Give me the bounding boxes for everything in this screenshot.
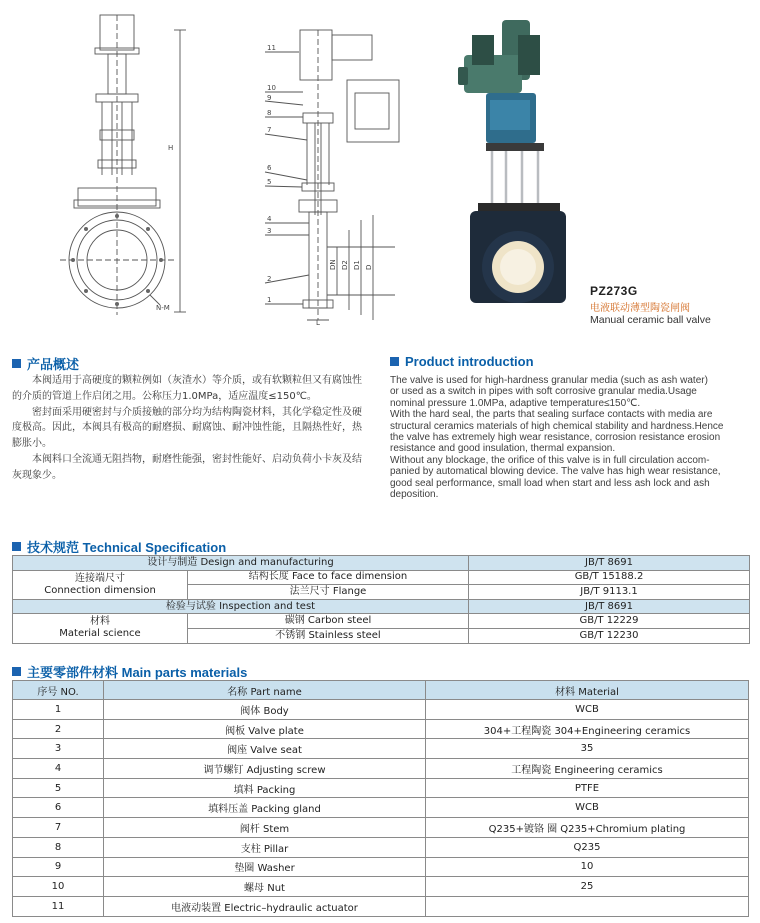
cell-part-name: 支柱 Pillar [104, 837, 426, 857]
table-row [13, 778, 749, 798]
intro-cn-heading: 产品概述 [12, 354, 79, 373]
column-header-part-name: 名称 Part name [104, 681, 426, 700]
cell-material: PTFE [426, 778, 749, 798]
spec-row-connection-1 [13, 570, 750, 585]
dim-dn: DN [329, 259, 337, 270]
dim-d: D [365, 264, 373, 270]
cell-material: 工程陶瓷 Engineering ceramics [426, 759, 749, 779]
table-row [13, 798, 749, 818]
spec-value: JB/T 8691 [469, 599, 750, 614]
callout-8: 8 [267, 109, 272, 117]
cell-part-name: 调节螺钉 Adjusting screw [104, 759, 426, 779]
spec-group-connection: 连接端尺寸 Connection dimension [13, 570, 188, 599]
column-header-material: 材料 Material [426, 681, 749, 700]
callout-3: 3 [267, 227, 272, 235]
cell-part-name: 阀座 Valve seat [104, 739, 426, 759]
table-row [13, 877, 749, 897]
cell-material: 25 [426, 877, 749, 897]
intro-cn-text [12, 373, 362, 484]
cell-no: 6 [13, 798, 104, 818]
cell-part-name: 螺母 Nut [104, 877, 426, 897]
dimension-label-h: H [168, 144, 174, 152]
spec-row-material-1 [13, 614, 750, 629]
table-row [13, 759, 749, 779]
spec-row-inspection [13, 599, 750, 614]
intro-en-line: The valve is used for high-hardness granular media (such as ash water) [390, 375, 708, 386]
spec-label: 设计与制造 Design and manufacturing [13, 556, 469, 571]
cell-no: 5 [13, 778, 104, 798]
column-header-no: 序号 NO. [13, 681, 104, 700]
callout-1: 1 [267, 296, 272, 304]
cell-no: 1 [13, 700, 104, 720]
cell-no: 9 [13, 857, 104, 877]
cell-part-name: 阀板 Valve plate [104, 719, 426, 739]
table-row [13, 818, 749, 838]
intro-en-line: nominal pressure 1.0MPa, adaptive temperature≤150℃. [390, 397, 641, 409]
parts-header-row [13, 681, 749, 700]
intro-en-line: With the hard seal, the parts that sealing surface contacts with media are [390, 409, 713, 421]
spec-label: 法兰尺寸 Flange [188, 585, 469, 600]
cell-material: WCB [426, 700, 749, 720]
intro-en-line: the valve has extremely high wear resistance, corrosion resistance erosion [390, 432, 721, 444]
valve-photo [450, 15, 590, 315]
front-view-drawing [40, 10, 190, 320]
cell-no: 10 [13, 877, 104, 897]
intro-en-line: panied by automatical blowing device. The valve has high wear resistance, [390, 466, 721, 478]
cell-part-name: 填料压盖 Packing gland [104, 798, 426, 818]
parts-heading: 主要零部件材料 Main parts materials [12, 662, 247, 681]
cell-part-name: 阀杆 Stem [104, 818, 426, 838]
cell-material: 10 [426, 857, 749, 877]
spec-label: 碳钢 Carbon steel [188, 614, 469, 629]
cell-no: 4 [13, 759, 104, 779]
spec-value: JB/T 8691 [469, 556, 750, 571]
callout-9: 9 [267, 94, 272, 102]
callout-7: 7 [267, 126, 272, 134]
spec-value: GB/T 12230 [469, 628, 750, 643]
dim-d2: D2 [341, 260, 349, 270]
cell-part-name: 垫圈 Washer [104, 857, 426, 877]
product-name-cn: 电液联动薄型陶瓷闸阀 [590, 303, 690, 314]
table-row [13, 700, 749, 720]
cell-material: Q235 [426, 837, 749, 857]
spec-group-material: 材料 Material science [13, 614, 188, 643]
intro-cn-paragraph: 本阀料口全流通无阻挡物，耐磨性能强，密封性能好、启动负荷小卡灰及结灰现象少。 [12, 453, 362, 481]
cell-no: 7 [13, 818, 104, 838]
heading-square-icon [390, 357, 399, 366]
table-row [13, 719, 749, 739]
cell-no: 8 [13, 837, 104, 857]
spec-value: GB/T 15188.2 [469, 570, 750, 585]
cell-no: 3 [13, 739, 104, 759]
callout-10: 10 [267, 84, 276, 92]
intro-en-text [390, 375, 756, 500]
heading-square-icon [12, 542, 21, 551]
spec-value: GB/T 12229 [469, 614, 750, 629]
table-row [13, 857, 749, 877]
cell-part-name: 电液动装置 Electric–hydraulic actuator [104, 896, 426, 916]
table-row [13, 896, 749, 916]
dim-l: L [316, 319, 320, 325]
heading-square-icon [12, 667, 21, 676]
model-number: PZ273G [590, 284, 638, 298]
spec-label: 结构长度 Face to face dimension [188, 570, 469, 585]
dim-d1: D1 [353, 260, 361, 270]
bolt-label: N-M [156, 304, 170, 312]
callout-5: 5 [267, 178, 272, 186]
intro-en-line: good seal performance, small load when start and less ash lock and ash [390, 477, 710, 489]
intro-en-line: structural ceramics materials of high chemical stability and hardness.Hence [390, 420, 724, 432]
cell-material [426, 896, 749, 916]
intro-cn-paragraph: 本阀适用于高硬度的颗粒例如（灰渣水）等介质，或有软颗粒但又有腐蚀性的介质的管道上作启闭之用。公称压力1.0MPa，适应温度≤150℃。 [12, 375, 362, 402]
table-row [13, 837, 749, 857]
product-name-en: Manual ceramic ball valve [590, 314, 711, 326]
parts-table [12, 680, 749, 917]
table-row [13, 739, 749, 759]
cell-part-name: 阀体 Body [104, 700, 426, 720]
side-view-drawing [255, 25, 415, 325]
spec-value: JB/T 9113.1 [469, 585, 750, 600]
spec-label: 不锈钢 Stainless steel [188, 628, 469, 643]
intro-en-heading: Product introduction [390, 354, 534, 369]
spec-row-design [13, 556, 750, 571]
intro-en-line: Without any blockage, the orifice of this valve is in full circulation accom- [390, 454, 710, 466]
cell-no: 2 [13, 719, 104, 739]
cell-material: Q235+镀铬 圈 Q235+Chromium plating [426, 818, 749, 838]
cell-part-name: 填料 Packing [104, 778, 426, 798]
intro-en-line: resistance and good insulation, thermal expansion. [390, 443, 616, 455]
cell-material: 35 [426, 739, 749, 759]
callout-6: 6 [267, 164, 272, 172]
intro-cn-paragraph: 密封面采用硬密封与介质接触的部分均为结构陶瓷材料，其化学稳定性及硬度极高。因此，本阀具有极高的耐磨损、耐腐蚀、耐冲蚀性能，且隔热性好，热膨胀小。 [12, 406, 362, 450]
intro-en-line: deposition. [390, 489, 439, 501]
cell-material: 304+工程陶瓷 304+Engineering ceramics [426, 719, 749, 739]
spec-table [12, 555, 750, 644]
callout-2: 2 [267, 275, 272, 283]
spec-label: 检验与试验 Inspection and test [13, 599, 469, 614]
cell-no: 11 [13, 896, 104, 916]
product-caption [590, 284, 711, 326]
spec-heading: 技术规范 Technical Specification [12, 537, 226, 556]
heading-square-icon [12, 359, 21, 368]
callout-4: 4 [267, 215, 272, 223]
intro-en-line: or used as a switch in pipes with soft corrosive granular media.Usage [390, 386, 697, 398]
cell-material: WCB [426, 798, 749, 818]
callout-11: 11 [267, 44, 276, 52]
